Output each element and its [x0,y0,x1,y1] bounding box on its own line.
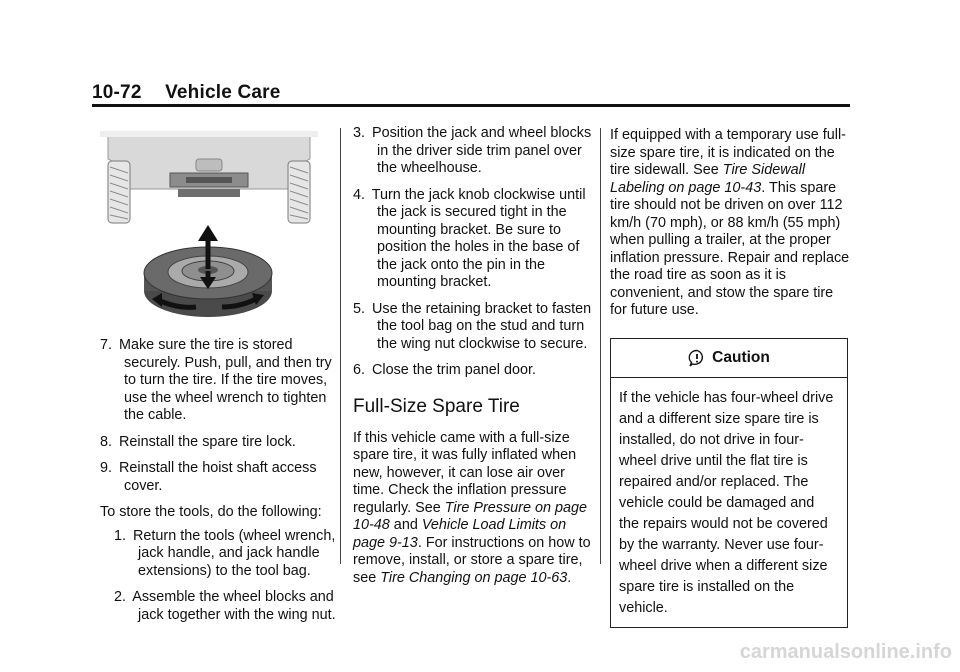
caution-header [611,339,847,378]
list-item: 3. Position the jack and wheel blocks in the driver side trim panel over the wheelhouse. [353,125,592,176]
list-item: 4. Turn the jack knob clockwise until the jack is secured tight in the mounting bracket. Be sure to position the holes in the base of the jack onto the pin in the mounting bracket. [353,186,586,290]
list-item: 6. Close the trim panel door. [353,362,536,378]
column-1 [100,337,336,633]
list-item: 2. Assemble the wheel blocks and jack together with the wing nut. [114,589,336,623]
temporary-spare-paragraph: If equipped with a temporary use full-size spare tire, it is indicated on the tire sidewall. See Tire Sidewall Labeling on page 10-43. This spare tire should not be driven on over 112 km/h (70 mph), or 88 km/h (55 mph) when pulling a trailer, at the proper inflation pressure. Repair and replace the road tire as soon as it is convenient, and stow the spare tire for future use. [610,127,850,318]
cross-reference: Tire Changing on page 10-63 [380,569,568,586]
caution-icon [688,349,706,367]
list-item: 9. Reinstall the hoist shaft access cover. [100,460,317,494]
section-heading: Full-Size Spare Tire [353,395,520,417]
header-rule [92,104,850,107]
spare-tire-paragraph: If this vehicle came with a full-size spare tire, it was fully inflated when new, however, it can lose air over time. Check the inflation pressure regularly. See Tire Pressure on page 10-48 and Vehicle Load Limits on page 9-13. For instructions on how to remove, install, or store a spare tire, see Tire Changing on page 10-63. [353,429,591,586]
tools-intro: To store the tools, do the following: [100,504,322,520]
cross-reference: Vehicle Load Limits on page 9-13 [353,517,567,551]
list-item: 1. Return the tools (wheel wrench, jack handle, and jack handle extensions) to the tool bag. [114,527,336,579]
column-divider [600,128,601,564]
section-title: Vehicle Care [165,82,281,103]
list-item: 5. Use the retaining bracket to fasten the tool bag on the stud and turn the wing nut clockwise to secure. [353,300,592,352]
spare-tire-illustration [100,131,318,321]
list-item: 7. Make sure the tire is stored securely. Push, pull, and then try to turn the tire. If the tire moves, use the wheel wrench to tighten the cable. [100,337,332,423]
caution-text: If the vehicle has four-wheel drive and a different size spare tire is installed, do not drive in four-wheel drive until the flat tire is repaired and/or replaced. The vehicle could be damaged and the repairs would not be covered by the warranty. Never use four-wheel drive when a different size spare tire is installed on the vehicle. [619,389,834,616]
column-divider [340,128,341,564]
page-header [92,82,281,104]
caution-box [610,338,848,628]
cross-reference: Tire Sidewall Labeling on page 10-43 [610,162,806,196]
cross-reference: Tire Pressure on page 10-48 [353,499,587,533]
column-3 [610,127,852,628]
column-2 [353,125,593,597]
tools-substeps [100,528,336,625]
caution-title: Caution [712,348,770,366]
watermark: carmanualsonline.info [739,641,952,663]
page-number: 10-72 [92,82,142,103]
list-item: 8. Reinstall the spare tire lock. [100,433,296,450]
